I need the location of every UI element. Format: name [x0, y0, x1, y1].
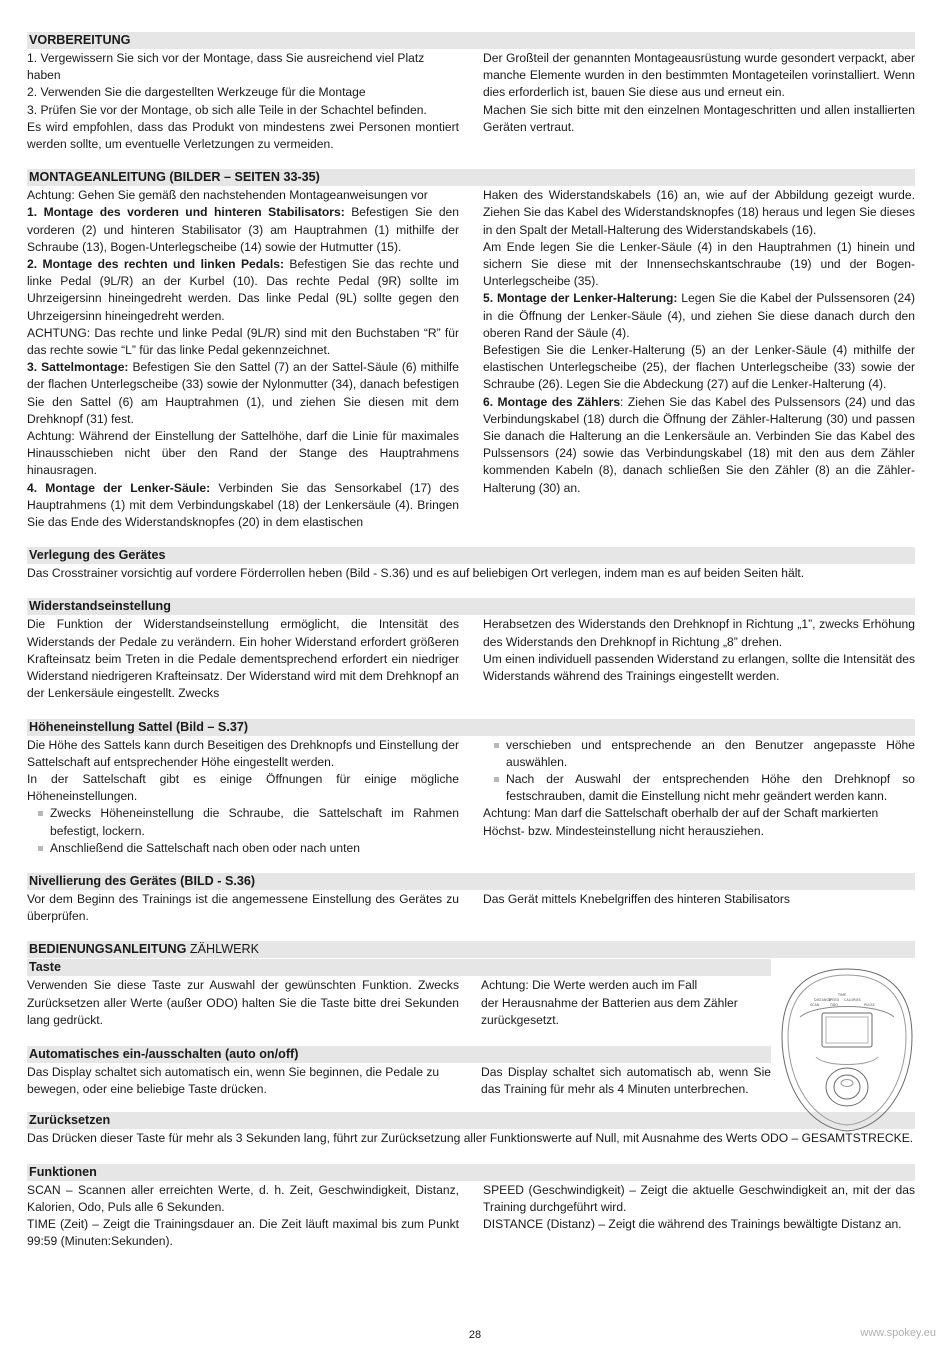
paragraph: Achtung: Man darf die Sattelschaft oberhalb der auf der Schaft markierten Höchst- bzw. Mindesteinstellung nicht herausziehen.: [483, 806, 879, 838]
section-heading: Zurücksetzen: [27, 1112, 915, 1129]
paragraph: TIME (Zeit) – Zeigt die Trainingsdauer an. Die Zeit läuft maximal bis zum Punkt 99:59 (Minuten:Sekunden).: [27, 1216, 459, 1249]
paragraph: [483, 394, 915, 497]
section-nivellierung: [27, 873, 915, 925]
paragraph: Vor dem Beginn des Trainings ist die angemessene Einstellung des Gerätes zu überprüfen.: [27, 891, 459, 924]
right-column: [483, 187, 915, 531]
console-top-arc: [800, 1007, 894, 1018]
step-text: Befestigen Sie den Sattel (7) an der Sattel-Säule (6) mithilfe der flachen Unterlegscheibe (33) sowie der Nylonmutter (34), danach befestigen Sie den Sattel (6) am Hauptrahmen (1), und ziehen Sie diesen mit dem Drehknopf (31) fest.: [27, 360, 459, 426]
step-text: Legen Sie die Kabel der Pulssensoren (24) in die Öffnung der Lenker-Säule (4), und ziehen Sie diese danach durch den oberen Rand der Säule (4).: [483, 291, 916, 340]
section-verlegung: [27, 547, 915, 582]
section-heading: Höheneinstellung Sattel (Bild – S.37): [27, 719, 915, 736]
step-title: 1. Montage des vorderen und hinteren Stabilisators:: [27, 205, 345, 220]
paragraph: Achtung: Die Werte werden auch im Fall: [481, 978, 698, 993]
left-column: [27, 50, 459, 153]
subsection-heading: Automatisches ein-/ausschalten (auto on/off): [27, 1046, 771, 1063]
left-column: [27, 187, 459, 531]
paragraph: Das Crosstrainer vorsichtig auf vordere Förderrollen heben (Bild - S.36) und es auf beliebigen Ort verlegen, indem man es auf beiden Seiten hält.: [27, 566, 805, 581]
left-column: [27, 1182, 459, 1251]
heading-rest: ZÄHLWERK: [186, 942, 259, 957]
left-column: [27, 977, 459, 1029]
paragraph: Machen Sie sich bitte mit den einzelnen Montageschritten und allen installierten Geräten vertraut.: [483, 102, 915, 134]
heading-bold: BEDIENUNGSANLEITUNG: [29, 942, 187, 957]
display-label: CALORIES: [844, 998, 861, 1003]
paragraph: Achtung: Während der Einstellung der Sattelhöhe, darf die Linie für maximales Hinausschieben nicht über den Rand der Stange des Hauptrahmens hinausragen.: [27, 429, 459, 478]
display-label: SPEED: [828, 998, 840, 1003]
right-column: [483, 891, 915, 925]
step-text: Befestigen Sie den vorderen (2) und hinteren Stabilisator (3) am Hauptrahmen (1) mithilfe der Schraube (13), Bogen-Unterlegscheibe (14) sowie der Hutmutter (15).: [27, 205, 459, 254]
right-column: [483, 616, 915, 702]
paragraph: Das Drücken dieser Taste für mehr als 3 Sekunden lang, führt zur Zurücksetzung aller Funktionswerte auf Null, mit Ausnahme des Werts ODO – GESAMTSTRECKE.: [27, 1131, 914, 1146]
paragraph: der Herausnahme der Batterien aus dem Zähler zurückgesetzt.: [481, 995, 738, 1027]
left-column: [27, 891, 459, 925]
paragraph: Achtung: Gehen Sie gemäß den nachstehenden Montageanweisungen vor: [27, 188, 428, 203]
paragraph: [27, 359, 459, 428]
bullet-list: [483, 737, 915, 806]
right-column: [483, 50, 915, 153]
section-widerstand: [27, 598, 915, 702]
list-item: verschieben und entsprechende an den Benutzer angepasste Höhe auswählen.: [483, 737, 915, 771]
paragraph: Verwenden Sie diese Taste zur Auswahl der gewünschten Funktion. Zwecks Zurücksetzen aller Werte (außer ODO) halten Sie die Taste bitte drei Sekunden lang gedrückt.: [27, 978, 459, 1027]
document-page: [27, 32, 915, 1266]
display-label: DISTANCE: [814, 998, 831, 1003]
paragraph: [27, 204, 459, 256]
step-title: 6. Montage des Zählers: [483, 394, 621, 409]
list-item: Zwecks Höheneinstellung die Schraube, die Sattelschaft im Rahmen befestigt, lockern.: [27, 805, 459, 839]
step-text: Befestigen Sie das rechte und linke Pedal (9L/R) an der Kurbel (10). Das rechte Pedal (9R) sollte im Uhrzeigersinn hineingedreht werden. Das linke Pedal (9L) sollte gegen den Uhrzeigersinn hineingedreht werden.: [27, 257, 460, 323]
bullet-list: [27, 805, 459, 857]
paragraph: [483, 290, 915, 342]
paragraph: Herabsetzen des Widerstands den Drehknopf in Richtung „1”, zwecks Erhöhung des Widerstands den Drehknopf in Richtung „8” drehen.: [483, 617, 915, 649]
zaehlwerk-text: [27, 959, 771, 1098]
paragraph: 3. Prüfen Sie vor der Montage, ob sich alle Teile in der Schachtel befinden.: [27, 102, 427, 117]
paragraph: 2. Verwenden Sie die dargestellten Werkzeuge für die Montage: [27, 85, 366, 100]
section-montage: [27, 169, 915, 531]
computer-display-image: [780, 965, 914, 1135]
subsection-heading: Taste: [27, 959, 771, 976]
paragraph: Um einen individuell passenden Widerstand zu erlangen, sollte die Intensität des Widerstands während des Trainings eingestellt werden.: [483, 651, 915, 684]
left-column: [27, 1064, 459, 1098]
zaehlwerk-block: [27, 959, 915, 1098]
section-vorbereitung: [27, 32, 915, 153]
right-column: [483, 1182, 915, 1251]
paragraph: DISTANCE (Distanz) – Zeigt die während des Trainings bewältigte Distanz an.: [483, 1216, 902, 1231]
paragraph: SPEED (Geschwindigkeit) – Zeigt die aktuelle Geschwindigkeit an, mit der das Training durchgeführt wird.: [483, 1182, 915, 1214]
button-highlight: [841, 1080, 853, 1087]
step-title: 4. Montage der Lenker-Säule:: [27, 480, 211, 495]
console-mid-arc: [816, 1057, 878, 1065]
section-heading: Verlegung des Gerätes: [27, 547, 915, 564]
section-heading: Widerstandseinstellung: [27, 598, 915, 615]
paragraph: 1. Vergewissern Sie sich vor der Montage, dass Sie ausreichend viel Platz haben: [27, 51, 425, 83]
lcd-screen-inner: [826, 1017, 868, 1043]
section-heading: Nivellierung des Gerätes (BILD - S.36): [27, 873, 915, 890]
step-title: 5. Montage der Lenker-Halterung:: [483, 291, 678, 306]
section-hoehe: [27, 719, 915, 857]
paragraph: Am Ende legen Sie die Lenker-Säule (4) in den Hauptrahmen (1) hinein und sichern Sie diese mit der Innensechskantschraube (19) und der Bogen-Unterlegscheibe (35).: [483, 239, 915, 289]
display-label: SCAN: [810, 1003, 820, 1008]
right-column: [481, 1064, 771, 1098]
right-column: [481, 977, 771, 1029]
paragraph: Befestigen Sie die Lenker-Halterung (5) an der Lenker-Säule (4) mithilfe der elastischen Unterlegscheibe (25), der flachen Unterlegscheibe (33) sowie der Schraube (26). Legen Sie die Abdeckung (27) auf die Lenker-Halterung (4).: [483, 343, 915, 392]
lcd-screen: [822, 1013, 872, 1047]
right-column: [483, 737, 915, 857]
paragraph: Der Großteil der genannten Montageausrüstung wurde gesondert verpackt, aber manche Elemente wurden in den bestimmten Montageteilen vorinstalliert. Wenn dies erforderlich ist, bauen Sie diese aus und erneut ein.: [483, 51, 915, 100]
step-text: : Ziehen Sie das Kabel des Pulssensors (24) und das Verbindungskabel (18) durch die Öffnung der Zähler-Halterung (30) und passen Sie danach die Halterung an die Lenkersäule an. Verbinden Sie das Kabel des Pulssensors (24) sowie das Verbindungskabel (18) mit den aus dem Zähler kommenden Kabeln (8), danach schließen Sie den Zähler (8) an die Zähler-Halterung (30) an.: [483, 394, 915, 495]
section-heading: Funktionen: [27, 1164, 915, 1181]
paragraph: ACHTUNG: Das rechte und linke Pedal (9L/R) sind mit den Buchstaben “R” für das rechte sowie “L” für das linke Pedal gekennzeichnet.: [27, 325, 459, 358]
website-url: www.spokey.eu: [860, 1327, 936, 1339]
section-funktionen: [27, 1164, 915, 1251]
paragraph: [27, 256, 459, 325]
paragraph: Haken des Widerstandskabels (16) an, wie auf der Abbildung gezeigt wurde. Ziehen Sie das Kabel des Widerstandsknopfes (18) heraus und legen Sie dieses in den Spalt der Metall-Halterung des Widerstandskabels (16).: [483, 188, 915, 237]
section-heading: VORBEREITUNG: [27, 32, 915, 49]
display-label: TIME: [838, 993, 847, 998]
step-title: 2. Montage des rechten und linken Pedals:: [27, 257, 284, 272]
list-item: Anschließend die Sattelschaft nach oben oder nach unten: [27, 840, 459, 857]
section-heading: MONTAGEANLEITUNG (BILDER – SEITEN 33-35): [27, 169, 915, 186]
paragraph: Es wird empfohlen, dass das Produkt von mindestens zwei Personen montiert werden sollte, um eventuelle Verletzungen zu vermeiden.: [27, 119, 459, 152]
left-column: [27, 737, 459, 857]
section-heading: [27, 941, 915, 958]
paragraph: In der Sattelschaft gibt es einige Öffnungen für einige mögliche Höheneinstellungen.: [27, 771, 459, 804]
paragraph: Die Funktion der Widerstandseinstellung ermöglicht, die Intensität des Widerstands der Pedale zu verändern. Ein hoher Widerstand erfordert größeren Krafteinsatz beim Treten in die Pedale dementsprechend erfordert ein niedriger Widerstand niedrigeren Krafteinsatz. Der Widerstand wird mit dem Drehknopf an der Lenkersäule eingestellt. Zwecks: [27, 617, 459, 701]
paragraph: Das Gerät mittels Knebelgriffen des hinteren Stabilisators: [483, 891, 790, 906]
page-number: 28: [468, 1329, 482, 1341]
left-column: [27, 616, 459, 702]
step-text: Verbinden Sie das Sensorkabel (17) des Hauptrahmens (1) mit dem Verbindungskabel (18) der Lenkersäule (4). Bringen Sie das Ende des Widerstandsknopfes (20) in dem elastischen: [27, 480, 459, 530]
paragraph: SCAN – Scannen aller erreichten Werte, d. h. Zeit, Geschwindigkeit, Distanz, Kalorien, Odo, Puls alle 6 Sekunden.: [27, 1182, 459, 1214]
paragraph: Das Display schaltet sich automatisch ein, wenn Sie beginnen, die Pedale zu bewegen, oder eine beliebige Taste drücken.: [27, 1064, 440, 1097]
display-label: ODO: [830, 1003, 838, 1008]
step-title: 3. Sattelmontage:: [27, 360, 129, 375]
paragraph: Das Display schaltet sich automatisch ab, wenn Sie das Training für mehr als 4 Minuten unterbrechen.: [481, 1064, 771, 1097]
paragraph: [27, 480, 459, 532]
display-label: PULSE: [864, 1003, 875, 1008]
list-item: Nach der Auswahl der entsprechenden Höhe den Drehknopf so festschrauben, damit die Einstellung nicht mehr geändert werden kann.: [483, 771, 915, 805]
paragraph: Die Höhe des Sattels kann durch Beseitigen des Drehknopfs und Einstellung der Sattelschaft auf entsprechender Höhe eingestellt werden.: [27, 737, 459, 769]
section-bedienung: [27, 941, 915, 1098]
